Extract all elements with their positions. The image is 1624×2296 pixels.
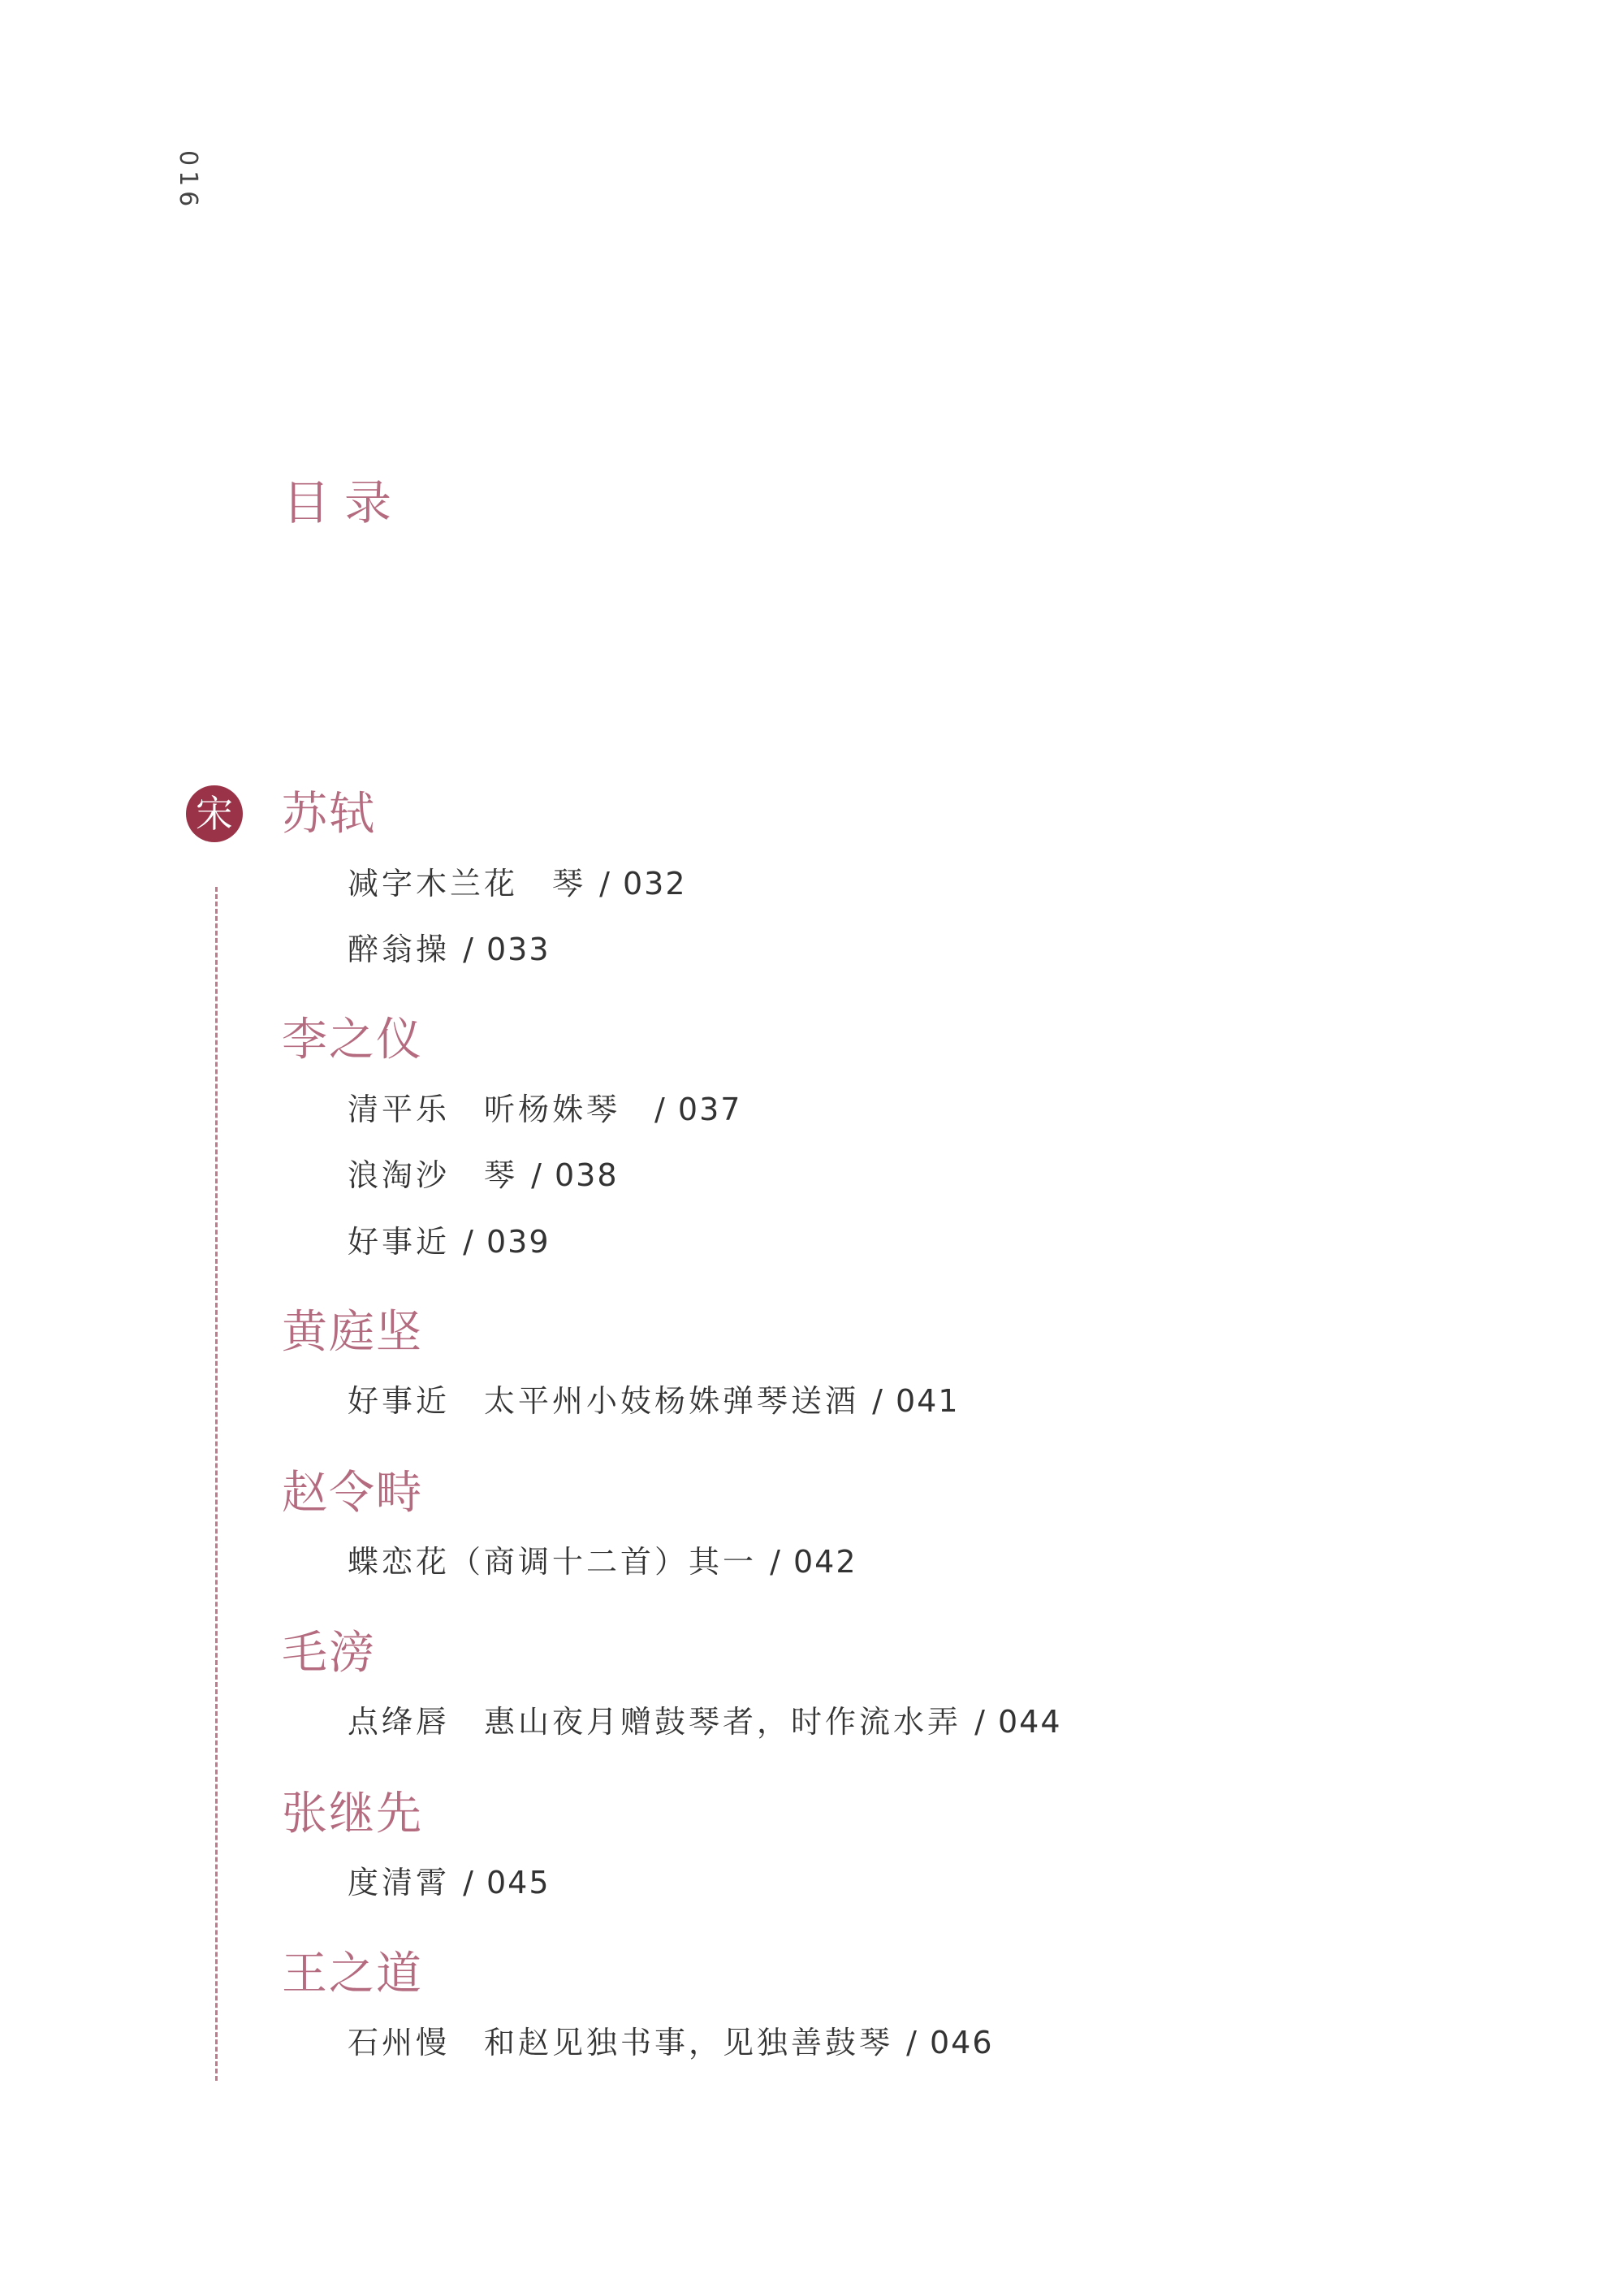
entry-page: / 044 [974, 1704, 1062, 1740]
timeline-dashed-line [215, 887, 218, 2081]
entry-page: / 037 [654, 1092, 742, 1127]
dynasty-badge: 宋 [186, 785, 243, 842]
toc-entry[interactable] [348, 1544, 857, 1580]
entry-page: / 046 [906, 2025, 994, 2060]
toc-entry[interactable] [348, 866, 687, 902]
entry-page: / 038 [531, 1157, 619, 1193]
entry-title: 点绛唇 惠山夜月赠鼓琴者，时作流水弄 [348, 1704, 962, 1740]
entry-title: 度清霄 [348, 1865, 451, 1900]
page-number: 016 [174, 150, 202, 212]
author-heading: 赵令畤 [282, 1467, 423, 1520]
author-heading: 李之仪 [282, 1014, 423, 1066]
toc-entry[interactable] [348, 1224, 551, 1260]
entry-title: 减字木兰花 琴 [348, 866, 587, 902]
entry-page: / 033 [463, 932, 551, 967]
author-heading: 毛滂 [282, 1627, 376, 1680]
page-title: 目录 [283, 475, 407, 530]
author-heading: 张继先 [282, 1788, 423, 1840]
entry-title: 蝶恋花（商调十二首）其一 [348, 1544, 758, 1580]
toc-entry[interactable] [348, 1383, 960, 1419]
entry-title: 石州慢 和赵见独书事，见独善鼓琴 [348, 2025, 894, 2060]
entry-title: 好事近 [348, 1224, 451, 1260]
entry-page: / 032 [599, 866, 687, 902]
author-heading: 黄庭坚 [282, 1306, 423, 1359]
entry-title: 浪淘沙 琴 [348, 1157, 519, 1193]
toc-entry[interactable] [348, 1704, 1062, 1740]
entry-page: / 041 [872, 1383, 960, 1419]
toc-entry[interactable] [348, 1094, 741, 1125]
author-heading: 王之道 [282, 1948, 423, 2000]
entry-page: / 039 [463, 1224, 551, 1260]
toc-entry[interactable] [348, 1157, 619, 1193]
toc-entry[interactable] [348, 1867, 551, 1898]
author-heading: 苏轼 [282, 788, 376, 841]
entry-page: / 042 [770, 1544, 857, 1580]
entry-title: 醉翁操 [348, 932, 451, 967]
entry-page: / 045 [463, 1865, 551, 1900]
entry-title: 好事近 太平州小妓杨姝弹琴送酒 [348, 1383, 860, 1419]
toc-entry[interactable] [348, 934, 551, 965]
entry-title: 清平乐 听杨姝琴 [348, 1092, 655, 1127]
toc-entry[interactable] [348, 2027, 994, 2058]
